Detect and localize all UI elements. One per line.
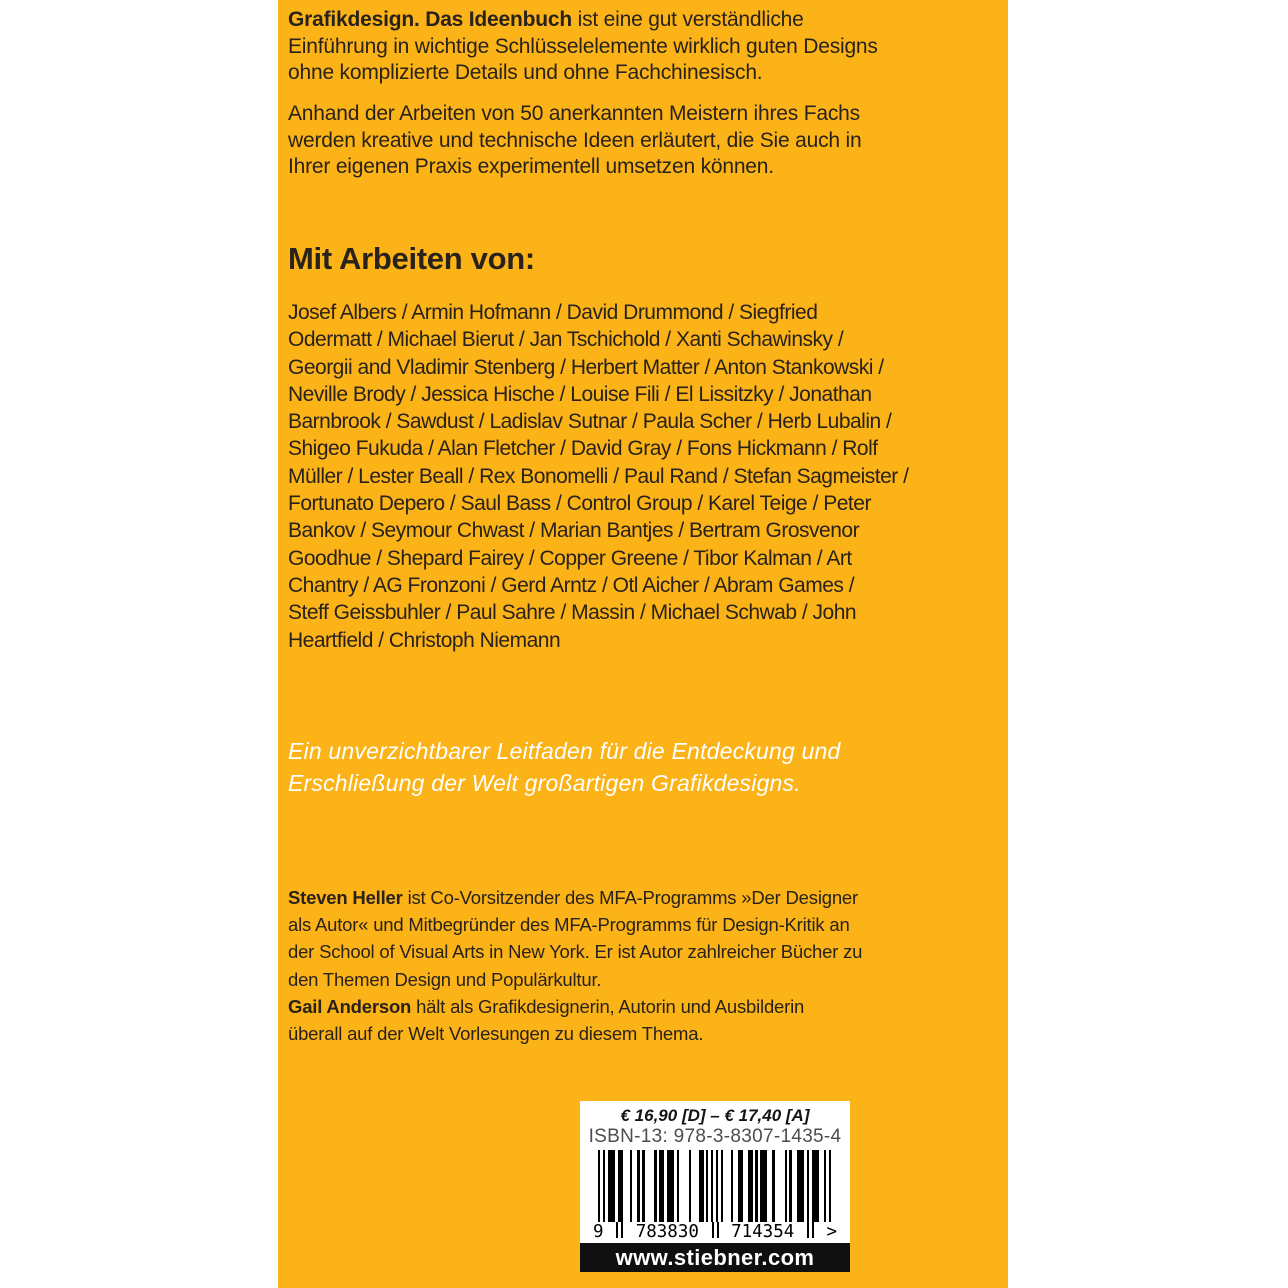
barcode-guard — [616, 1222, 623, 1238]
bio-line — [288, 884, 862, 911]
barcode-box — [580, 1101, 850, 1243]
bio-line: der School of Visual Arts in New York. Er ist Autor zahlreicher Bücher zu — [288, 941, 863, 963]
intro-line: Einführung in wichtige Schlüsselelemente wirklich guten Designs — [288, 34, 878, 58]
contributors-line: Odermatt / Michael Bierut / Jan Tschichold / Xanti Schawinsky / — [288, 328, 844, 352]
intro-line — [288, 7, 878, 34]
contributors-line: Georgii and Vladimir Stenberg / Herbert Matter / Anton Stankowski / — [288, 355, 884, 379]
isbn-label: ISBN-13: 978-3-8307-1435-4 — [588, 1126, 842, 1147]
bio-line: den Themen Design und Populärkultur. — [288, 968, 602, 990]
barcode-digit-left: 9 — [593, 1222, 604, 1242]
bio-line-rest: hält als Grafikdesignerin, Autorin und Ausbilderin — [411, 995, 805, 1017]
contributors-line: Bankov / Seymour Chwast / Marian Bantjes / Bertram Grosvenor — [288, 519, 860, 543]
barcode-guard — [807, 1222, 814, 1238]
intro-line: ohne komplizierte Details und ohne Fachchinesisch. — [288, 61, 763, 84]
publisher-url: www.stiebner.com — [580, 1243, 850, 1272]
tagline-line: Ein unverzichtbarer Leitfaden für die Entdeckung und — [288, 738, 841, 764]
barcode-digits — [593, 1222, 837, 1242]
contributors-line: Chantry / AG Fronzoni / Gerd Arntz / Otl Aicher / Abram Games / — [288, 573, 855, 597]
bio-line: überall auf der Welt Vorlesungen zu diesem Thema. — [288, 1023, 704, 1045]
ean-barcode — [598, 1150, 832, 1222]
contributors-list — [288, 299, 908, 654]
bio-line: als Autor« und Mitbegründer des MFA-Programms für Design-Kritik an — [288, 914, 850, 936]
contributors-line: Müller / Lester Beall / Rex Bonomelli / Paul Rand / Stefan Sagmeister / — [288, 464, 909, 488]
contributors-line: Josef Albers / Armin Hofmann / David Drummond / Siegfried — [288, 301, 818, 324]
intro-line-rest: ist eine gut verständliche — [572, 8, 804, 31]
intro-line: werden kreative und technische Ideen erläutert, die Sie auch in — [288, 128, 862, 152]
tagline-quote — [288, 736, 841, 799]
intro-line: Anhand der Arbeiten von 50 anerkannten Meistern ihres Fachs — [288, 102, 860, 125]
contributors-line: Heartfield / Christoph Niemann — [288, 628, 561, 652]
author-name-gail-anderson: Gail Anderson — [288, 995, 412, 1017]
contributors-heading: Mit Arbeiten von: — [288, 241, 535, 276]
contributors-line: Barnbrook / Sawdust / Ladislav Sutnar / Paula Scher / Herb Lubalin / — [288, 410, 892, 434]
contributors-line: Goodhue / Shepard Fairey / Copper Greene / Tibor Kalman / Art — [288, 546, 852, 570]
bio-line-rest: ist Co-Vorsitzender des MFA-Programms »Der Designer — [402, 887, 858, 908]
barcode-block — [580, 1101, 850, 1272]
author-name-steven-heller: Steven Heller — [288, 887, 403, 908]
contributors-line: Fortunato Depero / Saul Bass / Control Group / Karel Teige / Peter — [288, 492, 871, 516]
intro-paragraph-2 — [288, 101, 861, 181]
contributors-line: Steff Geissbuhler / Paul Sahre / Massin / Michael Schwab / John — [288, 601, 857, 625]
contributors-line: Neville Brody / Jessica Hische / Louise Fili / El Lissitzky / Jonathan — [288, 382, 872, 406]
book-title-lead: Grafikdesign. Das Ideenbuch — [288, 8, 573, 31]
price-label: € 16,90 [D] – € 17,40 [A] — [620, 1106, 810, 1125]
barcode-digit-right: > — [826, 1222, 837, 1242]
tagline-line: Erschließung der Welt großartigen Grafikdesigns. — [288, 769, 801, 796]
barcode-digit-group1: 783830 — [635, 1222, 699, 1242]
author-bios — [288, 884, 862, 1047]
intro-paragraph-1 — [288, 7, 878, 87]
intro-line: Ihrer eigenen Praxis experimentell umsetzen können. — [288, 155, 774, 178]
barcode-guard — [712, 1222, 719, 1238]
contributors-line: Shigeo Fukuda / Alan Fletcher / David Gray / Fons Hickmann / Rolf — [288, 437, 878, 461]
barcode-digit-group2: 714354 — [731, 1222, 795, 1242]
bio-line — [288, 993, 862, 1020]
book-back-cover — [278, 0, 1008, 1288]
